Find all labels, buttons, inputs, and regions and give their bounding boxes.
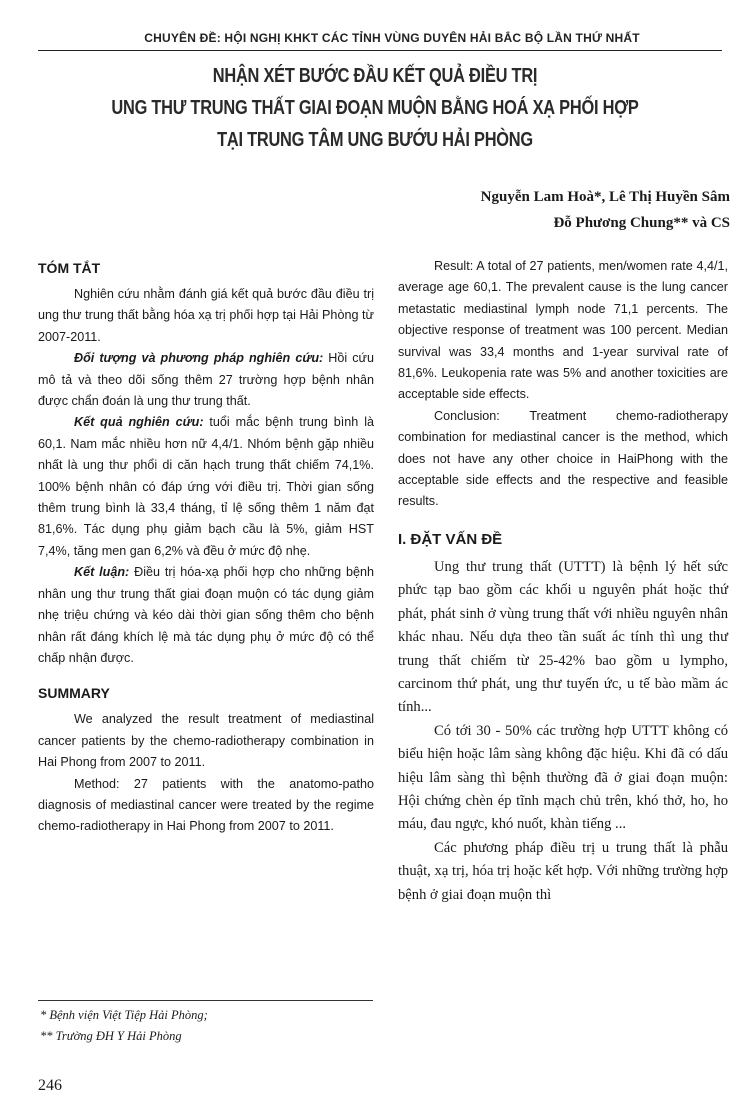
author-list <box>310 184 730 236</box>
footnote-1: * Bệnh viện Việt Tiệp Hải Phòng; <box>40 1008 208 1022</box>
footnotes <box>40 1005 208 1047</box>
title-line-2: UNG THƯ TRUNG THẤT GIAI ĐOẠN MUỘN BẰNG HOÁ XẠ PHỐI HỢP <box>111 97 639 119</box>
summary-body-left <box>38 709 374 837</box>
summary-paragraph-4: Conclusion: Treatment chemo-radiotherapy combination for mediastinal cancer is the method, which does not have any other choice in HaiPhong with the acceptable side effects and the respective and feasible results. <box>398 408 728 509</box>
title-line-1: NHẬN XÉT BƯỚC ĐẦU KẾT QUẢ ĐIỀU TRỊ <box>212 65 538 87</box>
title-line-3: TẠI TRUNG TÂM UNG BƯỚU HẢI PHÒNG <box>217 129 533 151</box>
section-1-heading: I. ĐẶT VẤN ĐỀ <box>398 530 503 548</box>
abstract-conclusion <box>38 562 374 669</box>
section-1-paragraph-2: Có tới 30 - 50% các trường hợp UTTT không có biểu hiện hoặc lâm sàng không đặc hiệu. Khi đã có dấu hiệu lâm sàng thì bệnh thường đã ở giai đoạn muộn: Hội chứng chèn ép tĩnh mạch chủ trên, khó thở, ho, ho máu, đau ngực, khó nuốt, khàn tiếng ... <box>398 722 728 833</box>
page-number: 246 <box>38 1077 62 1094</box>
article-title <box>40 60 710 156</box>
section-1-paragraph-3: Các phương pháp điều trị u trung thất là phẫu thuật, xạ trị, hóa trị hoặc kết hợp. Với những trường hợp bệnh ở giai đoạn muộn thì <box>398 839 728 903</box>
summary-heading: SUMMARY <box>38 685 110 702</box>
footnote-2: ** Trường ĐH Y Hải Phòng <box>40 1029 182 1043</box>
abstract-intro: Nghiên cứu nhằm đánh giá kết quả bước đầu điều trị ung thư trung thất bằng hóa xạ trị phối hợp tại Hải Phòng từ 2007-2011. <box>38 287 374 344</box>
results-text: tuổi mắc bệnh trung bình là 60,1. Nam mắc nhiều hơn nữ 4,4/1. Nhóm bệnh gặp nhiều nhất là ung thư phổi di căn hạch trung thất chiếm 74,1%. 100% bệnh nhân có đáp ứng với điều trị. Thời gian sống thêm trung bình là 33,4 tháng, tỉ lệ sống thêm 1 năm đạt 81,6%. Tác dụng phụ giảm bạch cầu là 5%, giảm HST 7,4%, tăng men gan 6,2% và đều ở mức độ nhẹ. <box>38 415 374 558</box>
abstract-body <box>38 284 374 669</box>
section-1-body <box>398 556 728 907</box>
methods-text: Hồi cứu mô tả và theo dõi sống thêm 27 trường hợp bệnh nhân được chẩn đoán là ung thư trung thất. <box>38 351 374 409</box>
footnote-rule <box>38 1000 373 1001</box>
header-rule <box>38 50 722 51</box>
author-line-2: Đỗ Phương Chung** và CS <box>553 215 730 231</box>
left-column <box>38 250 374 838</box>
summary-paragraph-1: We analyzed the result treatment of mediastinal cancer patients by the chemo-radiotherapy combination in Hai Phong from 2007 to 2011. <box>38 712 374 770</box>
summary-paragraph-3: Result: A total of 27 patients, men/women rate 4,4/1, average age 60,1. The prevalent cause is the lung cancer metastatic mediastinal lymph node 71,1 percents. The objective response of treatment was 100 percent. Median survival was 33,4 months and 1-year survival rate of 81,6%. Leukopenia rate was 5% and another toxicities are acceptable side effects. <box>398 259 728 402</box>
conclusion-label: Kết luận: <box>74 565 130 580</box>
abstract-results <box>38 412 374 562</box>
methods-label: Đối tượng và phương pháp nghiên cứu: <box>74 351 324 366</box>
summary-body-right <box>398 256 728 513</box>
abstract-methods <box>38 348 374 412</box>
conclusion-text: Điều trị hóa-xạ phối hợp cho những bệnh nhân ung thư trung thất giai đoạn muộn có tác dụng giảm nhẹ triệu chứng và kéo dài thời gian sống thêm cho bệnh nhân rất đáng khích lệ mà tác dụng phụ ở mức độ có thể chấp nhận được. <box>38 565 374 665</box>
right-column <box>398 250 728 907</box>
results-label: Kết quả nghiên cứu: <box>74 415 204 430</box>
running-header: CHUYÊN ĐỀ: HỘI NGHỊ KHKT CÁC TỈNH VÙNG DUYÊN HẢI BẮC BỘ LẦN THỨ NHẤT <box>144 31 640 45</box>
abstract-heading: TÓM TẮT <box>38 260 101 276</box>
author-line-1: Nguyễn Lam Hoà*, Lê Thị Huyền Sâm <box>480 189 730 205</box>
section-1-paragraph-1: Ung thư trung thất (UTTT) là bệnh lý hết sức phức tạp bao gồm các khối u nguyên phát hoặc thứ phát, phát sinh ở vùng trung thất với nhiều nguyên nhân khác nhau. Nếu dựa theo tần suất ác tính thì ung thư trung thất chiếm từ 25-42% bao gồm u lympho, carcinom thứ phát, ung thư tuyến ức, u tế bào mầm ác tính... <box>398 558 728 716</box>
summary-paragraph-2: Method: 27 patients with the anatomo-patho diagnosis of mediastinal cancer were treated by the regime chemo-radiotherapy in Hai Phong from 2007 to 2011. <box>38 776 374 834</box>
